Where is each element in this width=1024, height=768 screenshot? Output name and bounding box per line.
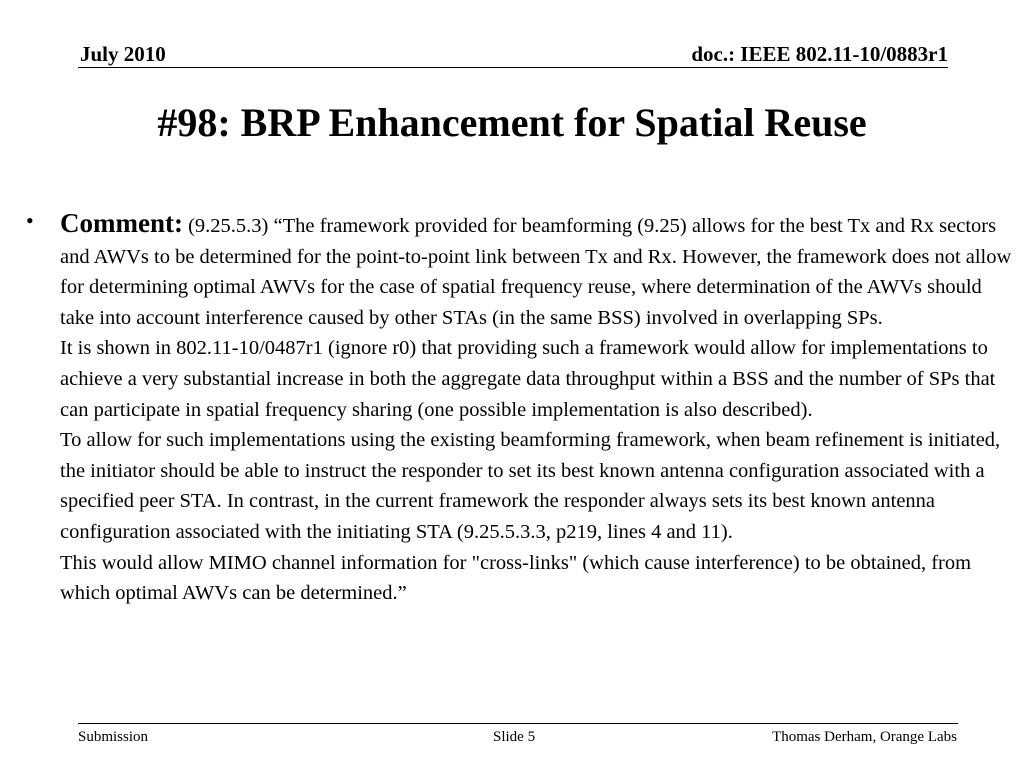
comment-body [60,208,1020,609]
comment-paragraph-1-text: (9.25.5.3) “The framework provided for beamforming (9.25) allows for the best Tx and Rx sectors and AWVs to be determined for the point-to-point link between Tx and Rx. However, the framework does not allow for determining optimal AWVs for the case of spatial frequency reuse, where determination of the AWVs should take into account interference caused by other STAs (in the same BSS) involved in overlapping SPs. [60,215,1012,329]
comment-paragraph-1 [60,208,1020,333]
footer-author: Thomas Derham, Orange Labs [772,729,957,745]
header-date: July 2010 [80,42,166,66]
comment-paragraph-3: To allow for such implementations using the existing beamforming framework, when beam refinement is initiated, the initiator should be able to instruct the responder to set its best known antenna configuration associated with a specified peer STA. In contrast, in the current framework the responder always sets its best known antenna configuration associated with the initiating STA (9.25.5.3.3, p219, lines 4 and 11). [60,429,1001,543]
footer-divider [78,723,958,724]
slide-title: #98: BRP Enhancement for Spatial Reuse [157,100,867,145]
comment-paragraph-4: This would allow MIMO channel information for "cross-links" (which cause interference) to be obtained, from which optimal AWVs can be determined.” [60,551,972,605]
header-doc-id: doc.: IEEE 802.11-10/0883r1 [691,42,948,66]
header-divider [78,67,948,68]
footer-submission: Submission [78,729,149,745]
bullet-icon: • [26,208,34,233]
comment-paragraph-2: It is shown in 802.11-10/0487r1 (ignore r0) that providing such a framework would allow for implementations to achieve a very substantial increase in both the aggregate data throughput within a BSS and the number of SPs that can participate in spatial frequency sharing (one possible implementation is also described). [60,337,996,421]
comment-label: Comment: [60,208,183,238]
footer-slide-number: Slide 5 [493,729,536,745]
